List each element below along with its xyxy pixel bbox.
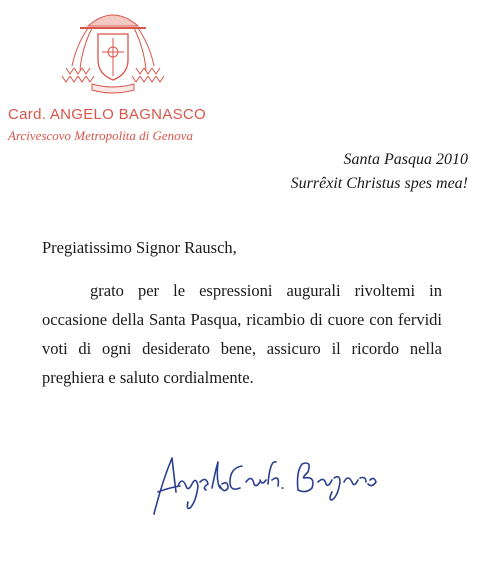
dateline (291, 148, 468, 196)
date-occasion: Santa Pasqua 2010 (343, 151, 468, 168)
letterhead (0, 0, 230, 150)
handwritten-signature (148, 452, 380, 520)
coat-of-arms-icon (58, 6, 168, 94)
letterhead-name: Card. ANGELO BAGNASCO (8, 106, 207, 123)
letterhead-title: Arcivescovo Metropolita di Genova (8, 128, 193, 143)
salutation: Pregiatissimo Signor Rausch, (42, 238, 237, 257)
letter-body: grato per le espressioni augurali rivoltemi in occasione della Santa Pasqua, ricambio di cuore con fervidi voti di ogni desiderato bene, assicuro il ricordo nella preghiera e saluto cordialmente. (42, 281, 442, 387)
easter-motto: Surrêxit Christus spes mea! (290, 175, 468, 192)
